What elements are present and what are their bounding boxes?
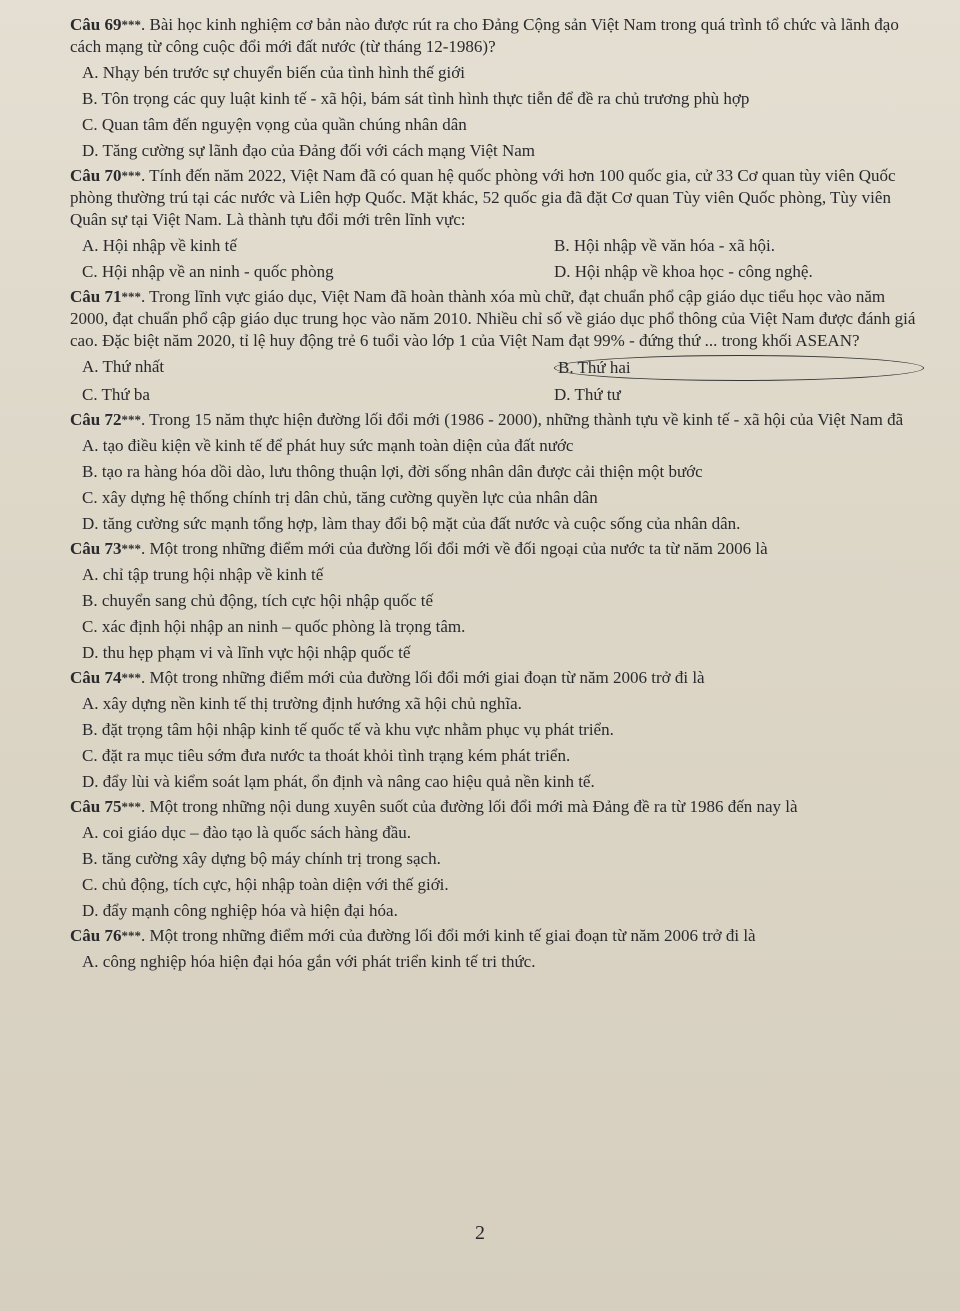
- option-c: C. xây dựng hệ thống chính trị dân chủ, tăng cường quyền lực của nhân dân: [82, 488, 598, 507]
- option-d: D. Tăng cường sự lãnh đạo của Đảng đối với cách mạng Việt Nam: [82, 141, 536, 160]
- option-a: A. xây dựng nền kinh tế thị trường định hướng xã hội chủ nghĩa.: [82, 694, 522, 713]
- question-stem: Câu 74***. Một trong những điểm mới của đường lối đổi mới giai đoạn từ năm 2006 trở đi là: [70, 668, 705, 687]
- option-d: D. Hội nhập về khoa học - công nghệ.: [554, 262, 813, 281]
- option-a: A. Hội nhập về kinh tế: [82, 236, 237, 255]
- option-c: C. Quan tâm đến nguyện vọng của quần chúng nhân dân: [82, 115, 467, 134]
- option-b: [554, 355, 924, 381]
- question-label: Câu 70: [70, 166, 122, 185]
- options-row: [82, 383, 924, 407]
- option-b: B. tạo ra hàng hóa dồi dào, lưu thông thuận lợi, đời sống nhân dân được cải thiện một bước: [82, 462, 703, 481]
- option-c: C. Thứ ba: [82, 385, 150, 404]
- question-stem: Câu 70***. Tính đến năm 2022, Việt Nam đã có quan hệ quốc phòng với hơn 100 quốc gia, cử 33 Cơ quan tùy viên Quốc phòng thường trú tại các nước và Liên hợp Quốc. Mặt khác, 52 quốc gia đã đặt Cơ quan Tùy viên Quốc phòng, Tùy viên Quân sự tại Việt Nam. Là thành tựu đổi mới trên lĩnh vực:: [70, 166, 896, 229]
- page-number: 2: [475, 1222, 485, 1244]
- option-a: A. Nhạy bén trước sự chuyển biến của tình hình thế giới: [82, 63, 465, 82]
- question-73: [70, 538, 924, 665]
- question-stem: Câu 75***. Một trong những nội dung xuyên suốt của đường lối đổi mới mà Đảng đề ra từ 1986 đến nay là: [70, 797, 798, 816]
- option-b: B. Hội nhập về văn hóa - xã hội.: [554, 236, 775, 255]
- option-c: C. chủ động, tích cực, hội nhập toàn diện với thế giới.: [82, 875, 449, 894]
- option-d: D. đẩy lùi và kiểm soát lạm phát, ổn định và nâng cao hiệu quả nền kinh tế.: [82, 772, 595, 791]
- question-stem: Câu 71***. Trong lĩnh vực giáo dục, Việt Nam đã hoàn thành xóa mù chữ, đạt chuẩn phổ cập giáo dục tiểu học vào năm 2000, đạt chuẩn phổ cập giáo dục trung học vào năm 2010. Nhiều chỉ số về giáo dục phổ thông của Việt Nam được đánh giá cao. Đặc biệt năm 2020, tỉ lệ huy động trẻ 6 tuổi vào lớp 1 của Việt Nam đạt 99% - đứng thứ ... trong khối ASEAN?: [70, 287, 916, 350]
- question-74: [70, 667, 924, 794]
- question-label: Câu 75: [70, 797, 122, 816]
- question-label: Câu 73: [70, 539, 122, 558]
- option-b: B. tăng cường xây dựng bộ máy chính trị trong sạch.: [82, 849, 441, 868]
- question-label: Câu 71: [70, 287, 122, 306]
- option-a: A. Thứ nhất: [82, 357, 165, 376]
- question-75: [70, 796, 924, 923]
- question-71: [70, 286, 924, 407]
- option-b: B. đặt trọng tâm hội nhập kinh tế quốc tế và khu vực nhằm phục vụ phát triển.: [82, 720, 614, 739]
- selected-answer-mark: B. Thứ hai: [554, 355, 924, 381]
- option-a: A. coi giáo dục – đào tạo là quốc sách hàng đầu.: [82, 823, 412, 842]
- question-label: Câu 76: [70, 926, 122, 945]
- option-d: D. đẩy mạnh công nghiệp hóa và hiện đại hóa.: [82, 901, 398, 920]
- options-row: [82, 355, 924, 381]
- options-row: [82, 260, 924, 284]
- option-d: D. Thứ tư: [554, 385, 621, 404]
- question-label: Câu 74: [70, 668, 122, 687]
- option-c: C. đặt ra mục tiêu sớm đưa nước ta thoát khỏi tình trạng kém phát triển.: [82, 746, 571, 765]
- option-d: D. tăng cường sức mạnh tổng hợp, làm thay đổi bộ mặt của đất nước và cuộc sống của nhân dân.: [82, 514, 741, 533]
- question-72: [70, 409, 924, 536]
- option-d: D. thu hẹp phạm vi và lĩnh vực hội nhập quốc tế: [82, 643, 411, 662]
- option-a: A. công nghiệp hóa hiện đại hóa gắn với phát triển kinh tế tri thức.: [82, 952, 536, 971]
- option-a: A. chỉ tập trung hội nhập về kinh tế: [82, 565, 324, 584]
- option-b: B. chuyển sang chủ động, tích cực hội nhập quốc tế: [82, 591, 434, 610]
- question-label: Câu 72: [70, 410, 122, 429]
- options-row: [82, 234, 924, 258]
- question-stem: Câu 76***. Một trong những điểm mới của đường lối đổi mới kinh tế giai đoạn từ năm 2006 trở đi là: [70, 926, 756, 945]
- question-70: [70, 165, 924, 284]
- option-b: B. Tôn trọng các quy luật kinh tế - xã hội, bám sát tình hình thực tiễn để đề ra chủ trương phù hợp: [82, 89, 750, 108]
- question-stem: Câu 73***. Một trong những điểm mới của đường lối đổi mới về đối ngoại của nước ta từ năm 2006 là: [70, 539, 768, 558]
- question-stem: Câu 72***. Trong 15 năm thực hiện đường lối đổi mới (1986 - 2000), những thành tựu về kinh tế - xã hội của Việt Nam đã: [70, 410, 904, 429]
- question-69: [70, 14, 924, 163]
- option-c: C. xác định hội nhập an ninh – quốc phòng là trọng tâm.: [82, 617, 466, 636]
- question-label: Câu 69: [70, 15, 122, 34]
- question-76: [70, 925, 924, 974]
- option-a: A. tạo điều kiện về kinh tế để phát huy sức mạnh toàn diện của đất nước: [82, 436, 574, 455]
- question-stem: Câu 69***. Bài học kinh nghiệm cơ bản nào được rút ra cho Đảng Cộng sản Việt Nam trong quá trình tổ chức và lãnh đạo cách mạng từ công cuộc đổi mới đất nước (từ tháng 12-1986)?: [70, 15, 899, 56]
- option-c: C. Hội nhập về an ninh - quốc phòng: [82, 262, 334, 281]
